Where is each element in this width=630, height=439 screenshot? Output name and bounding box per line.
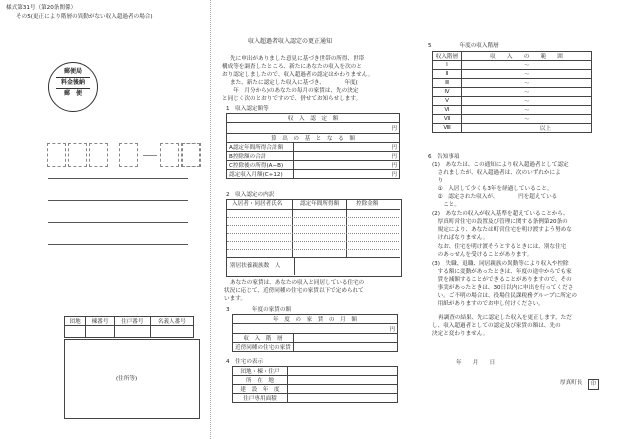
zip-separator — [143, 155, 157, 156]
dependents-label: 別居扶養親族数 人 — [230, 263, 281, 269]
section3-heading: 3 年度の家賃の額 — [226, 307, 292, 313]
housing-label: 所 在 地 — [233, 376, 288, 385]
level-label: Ⅲ — [433, 79, 462, 88]
zip-box[interactable] — [119, 143, 138, 167]
notice-item: 事実があったときは、30日以内に申出を行ってくださ — [432, 285, 574, 291]
notice-item: ① 入居して少くも3年を経過していること。 — [432, 186, 553, 192]
housing-value[interactable] — [288, 376, 398, 385]
level-range: ～ — [462, 88, 592, 97]
section6-heading: 6 告知事項 — [428, 154, 460, 160]
closing-line: 決定と変わりません。 — [432, 331, 489, 337]
notice-line: 構成等を調査したところ、新たにあなたの収入を次のと — [222, 64, 362, 70]
housing-label: 建 設 年 度 — [233, 385, 288, 394]
address-line — [48, 178, 188, 179]
rent-row-label: 収 入 階 層 — [233, 334, 294, 343]
row-unit[interactable]: 円 — [294, 170, 400, 179]
row-label: 認定収入月額(C÷12) — [227, 170, 294, 179]
col-header: 棟番号 — [86, 317, 115, 326]
stamp-line: 郵 便 — [63, 90, 82, 98]
breakdown-col: 控除金額 — [356, 201, 379, 207]
table-cell[interactable] — [86, 326, 115, 338]
level-range: 以上 — [462, 124, 592, 133]
zip-box[interactable] — [89, 143, 108, 167]
address-line — [48, 244, 188, 245]
level-label: Ⅱ — [433, 70, 462, 79]
section4-heading: 4 住宅の表示 — [226, 359, 264, 365]
notice-line: 年 月分から)のあなたの毎月の家賃は、先の決定 — [222, 88, 359, 94]
notice-title: 収入超過者収入認定の更正通知 — [248, 38, 333, 45]
address-line — [48, 200, 188, 201]
form-number: 様式第31号（第20条関係） — [6, 5, 77, 11]
seal-box: 印 — [588, 379, 599, 390]
rent-title: 年 度 の 家 賃 の 月 額 — [233, 315, 398, 324]
level-range: ～ — [462, 79, 592, 88]
housing-value[interactable] — [288, 367, 398, 376]
notice-item: する額に変動があったときは、年度の途中からでも家 — [432, 269, 572, 275]
income-levels-table — [432, 51, 592, 133]
form-subtitle: その5(更正により階層の異動がない収入超過者の場合) — [16, 14, 153, 20]
zip-box[interactable] — [47, 143, 66, 167]
notice-item: のあっせんを受けることがあります。 — [432, 252, 533, 258]
income-header: 収 入 認 定 額 — [227, 114, 400, 123]
notice-item: 用紙がありますのでお申し付けください。 — [432, 301, 544, 307]
income-unit[interactable]: 円 — [227, 123, 400, 134]
closing-line: し、収入超過者としての認定及び家賃の額は、先の — [432, 323, 561, 329]
recipient-label: (住所等) — [116, 376, 138, 382]
middle-text: あなたの家賃は、あなたの収入と同居している住宅の — [230, 280, 365, 286]
notice-line: 先に申出がありました意見に基づき世帯の所得、世帯 — [230, 56, 365, 62]
levels-col: 収 入 の 範 囲 — [462, 52, 592, 61]
notice-line: と同じく次のとおりですので、併せてお知らせします。 — [222, 96, 362, 102]
zip-box[interactable] — [160, 143, 179, 167]
level-label: Ⅵ — [433, 106, 462, 115]
zip-box[interactable] — [182, 143, 201, 167]
postage-stamp — [48, 62, 98, 112]
housing-label: 団地・棟・住戸 — [233, 367, 288, 376]
notice-item: されましたが、収入超過者は、次のいずれかによ — [432, 170, 561, 176]
level-range: ～ — [462, 70, 592, 79]
level-label: Ⅷ — [433, 124, 462, 133]
row-unit[interactable]: 円 — [294, 143, 400, 152]
issuer-name: 厚真町長 — [560, 380, 583, 386]
row-label: B控除額の合計 — [227, 152, 294, 161]
col-header: 団地 — [65, 317, 86, 326]
middle-text: います。 — [224, 296, 246, 302]
notice-item: なお、住宅を明け渡そうとするときには、別な住宅 — [432, 244, 567, 250]
closing-line: 再調査の結果、先に認定した収入を更正します。ただ — [438, 315, 572, 321]
date-line[interactable]: 年 月 日 — [456, 360, 496, 366]
level-label: Ⅶ — [433, 115, 462, 124]
col-header: 住戸番号 — [114, 317, 150, 326]
housing-table — [232, 366, 398, 403]
notice-item: 規定により、あなたは町営住宅を明け渡すよう努めな — [432, 227, 572, 233]
notice-item: (2) あなたの収入が収入基準を超えていることから、 — [432, 211, 569, 217]
income-table — [226, 113, 400, 179]
stamp-line: 郵便局 — [63, 68, 82, 75]
level-range: ～ — [462, 115, 592, 124]
section1-heading: 1 収入認定額等 — [226, 106, 269, 112]
notice-item: り — [432, 178, 444, 184]
notice-item: い。ご不明の場合は、役場住民課税務グループに所定の — [432, 293, 577, 299]
row-label: A認定年間所得合計額 — [227, 143, 294, 152]
section2-heading: 2 収入認定の内訳 — [226, 192, 275, 198]
stamp-line: 料金後納 — [60, 79, 85, 87]
row-unit[interactable]: 円 — [294, 152, 400, 161]
table-cell[interactable] — [114, 326, 150, 338]
notice-line: また、新たに認定した収入に基づき、 年度( — [230, 80, 358, 86]
level-range: ～ — [462, 97, 592, 106]
housing-value[interactable] — [288, 394, 398, 403]
notice-item: (1) あなたは、この通知により収入超過者として認定 — [432, 162, 569, 168]
level-label: Ⅴ — [433, 97, 462, 106]
notice-item: 厚真町営住宅の設置及び管理に関する条例第20条の — [432, 219, 568, 225]
rent-table — [232, 314, 398, 352]
notice-line: おり認定しましたので、収入超過者の認定はかわりません。 — [222, 72, 374, 78]
fold-line — [210, 0, 211, 439]
address-line — [48, 222, 188, 223]
level-range: ～ — [462, 106, 592, 115]
notice-item: 賃を減額することができることがありますので、その — [432, 277, 572, 283]
rent-row-label: 近傍同種の住宅の家賃 — [233, 343, 294, 352]
row-label: C控除後の所得(A−B) — [227, 161, 294, 170]
row-unit[interactable]: 円 — [294, 161, 400, 170]
rent-row-value[interactable] — [294, 343, 398, 352]
calc-header: 算 出 の 基 と な る 額 — [227, 134, 400, 143]
breakdown-col: 入居者・同居者氏名 — [232, 201, 283, 207]
rent-row-value[interactable] — [294, 334, 398, 343]
notice-item: こと。 — [432, 202, 460, 208]
level-label: Ⅰ — [433, 61, 462, 70]
level-label: Ⅳ — [433, 88, 462, 97]
table-cell[interactable] — [65, 326, 86, 338]
table-cell[interactable] — [150, 326, 193, 338]
notice-item: (3) 失職、退職、同居親族の異動等により収入や控除 — [432, 261, 569, 267]
rent-unit[interactable]: 円 — [233, 324, 398, 334]
section5-heading: 5 年度の収入階層 — [428, 43, 499, 49]
notice-item: ければなりません。 — [432, 235, 489, 241]
col-header: 名義人番号 — [150, 317, 193, 326]
notice-item: ② 認定された収入が、 円を超えている — [432, 194, 558, 200]
levels-col: 収入階層 — [433, 52, 462, 61]
address-table — [64, 316, 194, 338]
zip-box[interactable] — [68, 143, 87, 167]
middle-text: 状況に応じて、近傍同種の住宅の家賃以下で定められて — [224, 288, 364, 294]
housing-label: 住戸専用面積 — [233, 394, 288, 403]
level-range: ～ — [462, 61, 592, 70]
housing-value[interactable] — [288, 385, 398, 394]
breakdown-col: 認定年間所得額 — [300, 201, 340, 207]
